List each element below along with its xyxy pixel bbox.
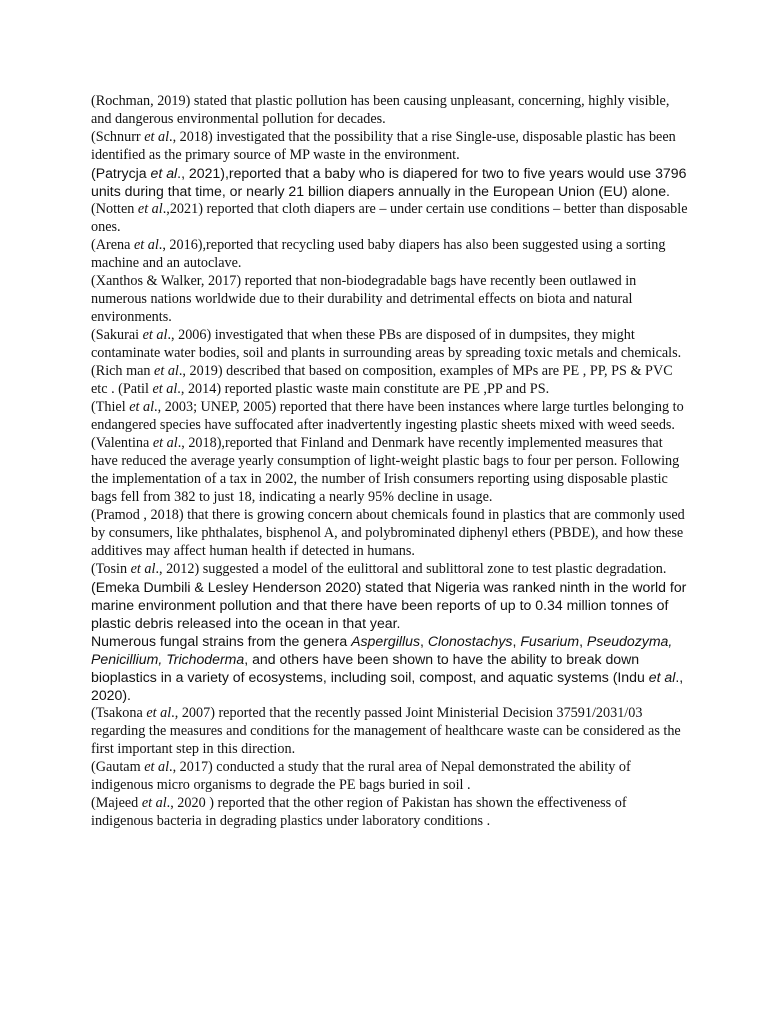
document-body (91, 92, 691, 830)
paragraph-gautam: (Gautam et al., 2017) conducted a study that the rural area of Nepal demonstrated the ability of indigenous micro organisms to degrade the PE bags buried in soil . (91, 759, 631, 793)
paragraph-notten: (Notten et al.,2021) reported that cloth diapers are – under certain use conditions – better than disposable ones. (91, 201, 688, 235)
paragraph-majeed: (Majeed et al., 2020 ) reported that the other region of Pakistan has shown the effectiveness of indigenous bacteria in degrading plastics under laboratory conditions . (91, 795, 627, 829)
paragraph-sakurai: (Sakurai et al., 2006) investigated that when these PBs are disposed of in dumpsites, they might contaminate water bodies, soil and plants in surrounding areas by spreading toxic metals and chemicals. (91, 327, 682, 361)
paragraph-rochman: (Rochman, 2019) stated that plastic pollution has been causing unpleasant, concerning, highly visible, and dangerous environmental pollution for decades. (91, 93, 670, 127)
paragraph-pramod: (Pramod , 2018) that there is growing concern about chemicals found in plastics that are commonly used by consumers, like phthalates, bisphenol A, and polybrominated diphenyl ethers (PBDE), and how these additives may affect human health if detected in humans. (91, 507, 685, 559)
paragraph-fungal: Numerous fungal strains from the genera Aspergillus, Clonostachys, Fusarium, Pseudozyma, Penicillium, Trichoderma, and others have been shown to have the ability to break down bioplastics in a variety of ecosystems, including soil, compost, and aquatic systems (Indu et al., 2020). (91, 633, 684, 703)
paragraph-tsakona: (Tsakona et al., 2007) reported that the recently passed Joint Ministerial Decision 37591/2031/03 regarding the measures and conditions for the management of healthcare waste can be considered as the first important step in this direction. (91, 705, 681, 757)
paragraph-schnurr: (Schnurr et al., 2018) investigated that the possibility that a rise Single-use, disposable plastic has been identified as the primary source of MP waste in the environment. (91, 129, 676, 163)
paragraph-xanthos: (Xanthos & Walker, 2017) reported that non-biodegradable bags have recently been outlawed in numerous nations worldwide due to their durability and detrimental effects on biota and natural environments. (91, 273, 637, 325)
paragraph-tosin: (Tosin et al., 2012) suggested a model of the eulittoral and sublittoral zone to test plastic degradation. (91, 561, 667, 577)
paragraph-valentina: (Valentina et al., 2018),reported that Finland and Denmark have recently implemented measures that have reduced the average yearly consumption of light-weight plastic bags to four per person. Following the implementation of a tax in 2002, the number of Irish consumers reporting using disposable plastic bags fell from 382 to just 18, indicating a nearly 95% decline in usage. (91, 435, 680, 505)
paragraph-richman: (Rich man et al., 2019) described that based on composition, examples of MPs are PE , PP, PS & PVC etc . (Patil et al., 2014) reported plastic waste main constitute are PE ,PP and PS. (91, 363, 673, 397)
paragraph-arena: (Arena et al., 2016),reported that recycling used baby diapers has also been suggested using a sorting machine and an autoclave. (91, 237, 666, 271)
paragraph-emeka: (Emeka Dumbili & Lesley Henderson 2020) stated that Nigeria was ranked ninth in the world for marine environment pollution and that there have been reports of up to 0.34 million tonnes of plastic debris released into the ocean in that year. (91, 579, 687, 631)
paragraph-thiel: (Thiel et al., 2003; UNEP, 2005) reported that there have been instances where large turtles belonging to endangered species have suffocated after inadvertently ingesting plastic sheets mixed with weed seeds. (91, 399, 684, 433)
paragraph-patrycja: (Patrycja et al., 2021),reported that a baby who is diapered for two to five years would use 3796 units during that time, or nearly 21 billion diapers annually in the European Union (EU) alone. (91, 165, 687, 199)
